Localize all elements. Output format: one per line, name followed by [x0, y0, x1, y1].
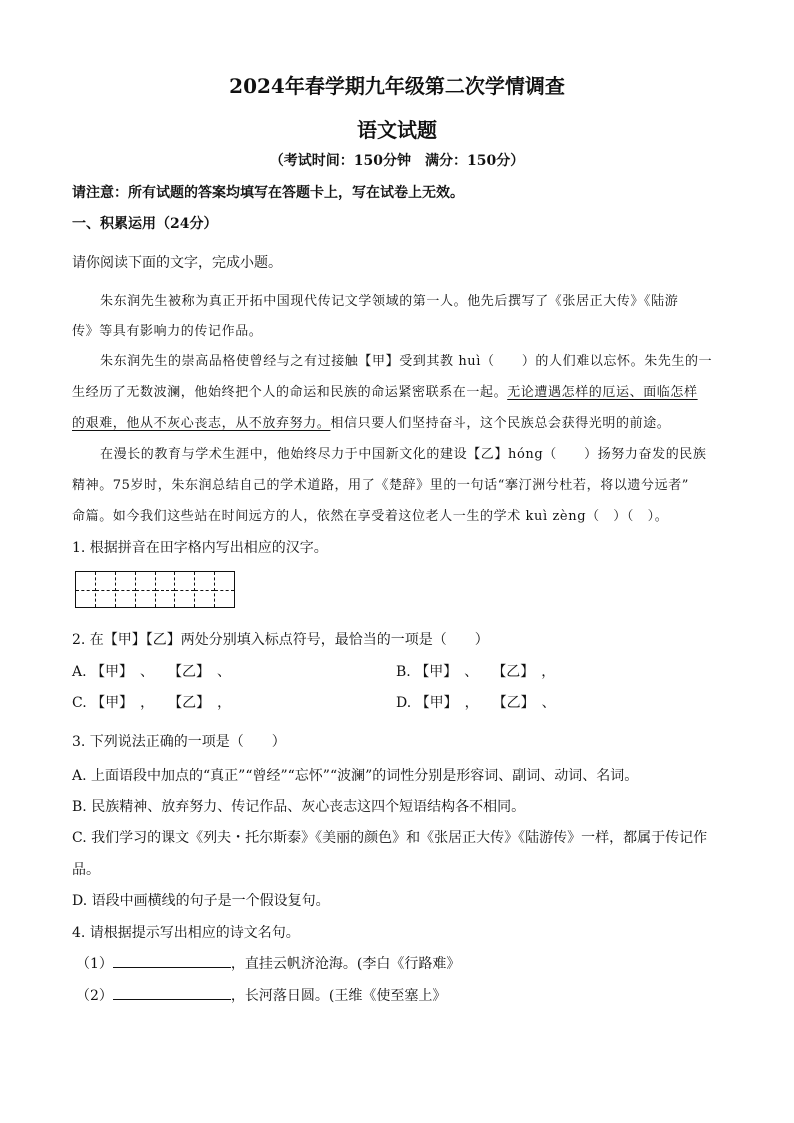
grid-cell[interactable]	[156, 572, 176, 607]
section-heading: 一、积累运用（24分）	[72, 216, 218, 232]
option-b[interactable]: B. 民族精神、放弃努力、传记作品、灰心丧志这四个短语结构各不相同。	[72, 799, 526, 815]
answer-blank[interactable]	[113, 985, 231, 1000]
passage-text: 相信只要人们坚持奋斗，这个民族总会获得光明的前途。	[330, 416, 671, 431]
answer-blank[interactable]	[113, 953, 231, 968]
passage-line: 命篇。如今我们这些站在时间远方的人，依然在享受着这位老人一生的学术 kuì zèng（ ）（ ）。	[72, 509, 669, 524]
notice: 请注意：所有试题的答案均填写在答题卡上，写在试卷上无效。	[72, 185, 464, 201]
poem-line: ，长河落日圆。(王维《使至塞上》	[230, 988, 447, 1004]
passage-text: 生经历了无数波澜，他始终把个人的命运和民族的命运紧密联系在一起。	[72, 385, 508, 400]
option-d[interactable]: D. 语段中画横线的句子是一个假设复句。	[72, 893, 330, 909]
grid-cell[interactable]	[175, 572, 195, 607]
grid-cell[interactable]	[96, 572, 116, 607]
passage-line: 朱东润先生的崇高品格使曾经与之有过接触【甲】受到其教 huì（ ）的人们难以忘怀。朱先生的一	[100, 354, 713, 369]
grid-cell[interactable]	[116, 572, 136, 607]
exam-subject: 语文试题	[357, 118, 437, 142]
option-d[interactable]: D. 【甲】 ， 【乙】 、	[396, 695, 556, 711]
passage-line	[72, 412, 670, 431]
option-c[interactable]: C. 【甲】 ， 【乙】 ，	[72, 695, 232, 711]
question-1: 1. 根据拼音在田字格内写出相应的汉字。	[72, 540, 328, 556]
passage-line	[72, 381, 698, 400]
question-2: 2. 在【甲】【乙】两处分别填入标点符号，最恰当的一项是（ ）	[72, 632, 489, 648]
exam-info: （考试时间：150分钟 满分：150分）	[269, 153, 525, 169]
passage-line: 在漫长的教育与学术生涯中，他始终尽力于中国新文化的建设【乙】hóng（ ）扬努力奋发的民族	[100, 447, 707, 462]
grid-cell[interactable]	[195, 572, 215, 607]
intro-text: 请你阅读下面的文字，完成小题。	[72, 255, 282, 271]
grid-cell[interactable]	[76, 572, 96, 607]
option-a[interactable]: A. 【甲】 、 【乙】 、	[72, 664, 232, 680]
grid-cell[interactable]	[215, 572, 234, 607]
underlined-sentence: 的艰难，他从不灰心丧志，从不放弃努力。	[72, 416, 331, 431]
option-c[interactable]: C. 我们学习的课文《列夫・托尔斯泰》《美丽的颜色》和《张居正大传》《陆游传》一样，都属于传记作	[72, 830, 708, 846]
passage-line: 精神。75岁时，朱东润总结自己的学术道路，用了《楚辞》里的一句话“搴汀洲兮杜若，将以遗兮远者”	[72, 478, 690, 493]
poem-item-2	[76, 985, 446, 1005]
option-a[interactable]: A. 上面语段中加点的“真正”“曾经”“忘怀”“波澜”的词性分别是形容词、副词、动词、名词。	[72, 768, 639, 784]
poem-line: ，直挂云帆济沧海。(李白《行路难》	[230, 956, 461, 972]
tianzige-grid[interactable]	[75, 571, 235, 608]
option-b[interactable]: B. 【甲】 、 【乙】 ，	[396, 664, 556, 680]
underlined-sentence: 无论遭遇怎样的厄运、面临怎样	[507, 385, 698, 400]
passage-line: 朱东润先生被称为真正开拓中国现代传记文学领域的第一人。他先后撰写了《张居正大传》《陆游	[100, 294, 679, 309]
option-c-continued: 品。	[72, 862, 100, 878]
item-number: （2）	[76, 988, 113, 1004]
exam-title: 2024年春学期九年级第二次学情调查	[229, 74, 565, 98]
poem-item-1	[76, 953, 460, 973]
question-4: 4. 请根据提示写出相应的诗文名句。	[72, 925, 300, 941]
grid-cell[interactable]	[136, 572, 156, 607]
passage-line: 传》等具有影响力的传记作品。	[72, 324, 263, 339]
question-3: 3. 下列说法正确的一项是（ ）	[72, 734, 286, 750]
item-number: （1）	[76, 956, 113, 972]
